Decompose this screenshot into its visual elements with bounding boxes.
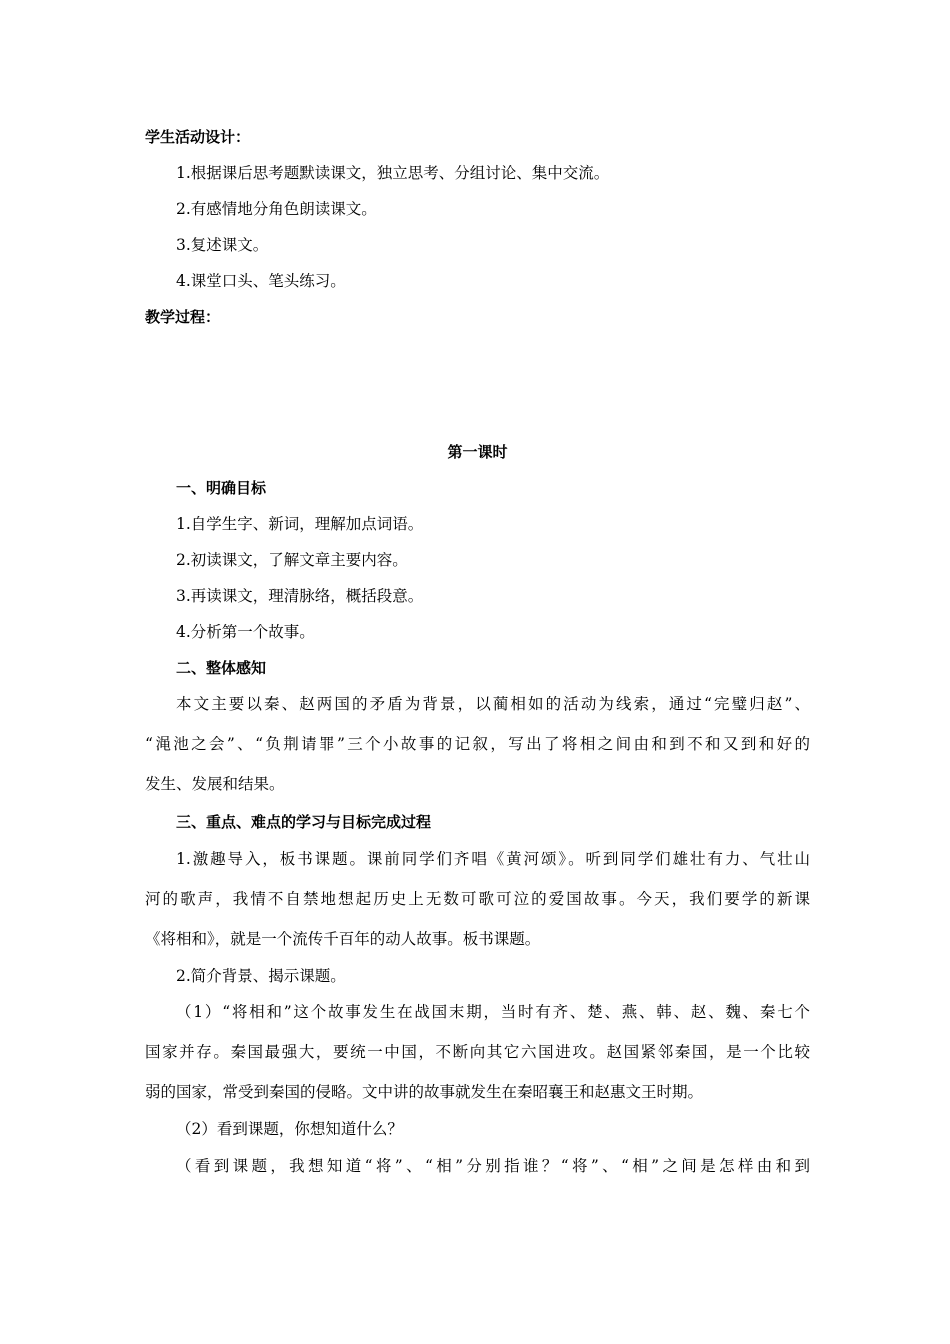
section1-item-3: 3.再读课文，理清脉络，概括段意。 [176,587,424,605]
section2-line-1: 本文主要以秦、赵两国的矛盾为背景，以蔺相如的活动为线索，通过“完璧归赵”、 [176,695,810,713]
section3-p4: （2）看到课题，你想知道什么？ [176,1120,403,1138]
section3-p2: 2.简介背景、揭示课题。 [176,967,346,985]
section3-heading: 三、重点、难点的学习与目标完成过程 [176,813,432,831]
section2-line-3: 发生、发展和结果。 [145,775,285,793]
student-activity-heading: 学生活动设计： [145,128,251,146]
section3-p1-line-3: 《将相和》，就是一个流传千百年的动人故事。板书课题。 [145,930,541,948]
section1-item-4: 4.分析第一个故事。 [176,623,315,641]
teaching-process-heading: 教学过程： [145,308,221,326]
lesson-title: 第一课时 [447,443,508,461]
student-activity-item-4: 4.课堂口头、笔头练习。 [176,272,346,290]
student-activity-item-2: 2.有感情地分角色朗读课文。 [176,200,377,218]
section3-p3-line-1: （1）“将相和”这个故事发生在战国末期，当时有齐、楚、燕、韩、赵、魏、秦七个 [176,1003,810,1021]
section3-p3-line-2: 国家并存。秦国最强大，要统一中国，不断向其它六国进攻。赵国紧邻秦国，是一个比较 [145,1043,810,1061]
section2-heading: 二、整体感知 [176,659,267,677]
section3-p1-line-1: 1.激趣导入，板书课题。课前同学们齐唱《黄河颂》。听到同学们雄壮有力、气壮山 [176,850,810,868]
section2-line-2: “渑池之会”、“负荆请罪”三个小故事的记叙，写出了将相之间由和到不和又到和好的 [145,735,810,753]
section1-item-2: 2.初读课文，了解文章主要内容。 [176,551,408,569]
section3-p3-line-3: 弱的国家，常受到秦国的侵略。文中讲的故事就发生在秦昭襄王和赵惠文王时期。 [145,1083,704,1101]
section1-heading: 一、明确目标 [176,479,267,497]
student-activity-item-3: 3.复述课文。 [176,236,269,254]
section3-p1-line-2: 河的歌声，我情不自禁地想起历史上无数可歌可泣的爱国故事。今天，我们要学的新课 [145,890,810,908]
student-activity-item-1: 1.根据课后思考题默读课文，独立思考、分组讨论、集中交流。 [176,164,610,182]
section1-item-1: 1.自学生字、新词，理解加点词语。 [176,515,424,533]
section3-p5: （看到课题，我想知道“将”、“相”分别指谁？“将”、“相”之间是怎样由和到 [176,1157,810,1175]
